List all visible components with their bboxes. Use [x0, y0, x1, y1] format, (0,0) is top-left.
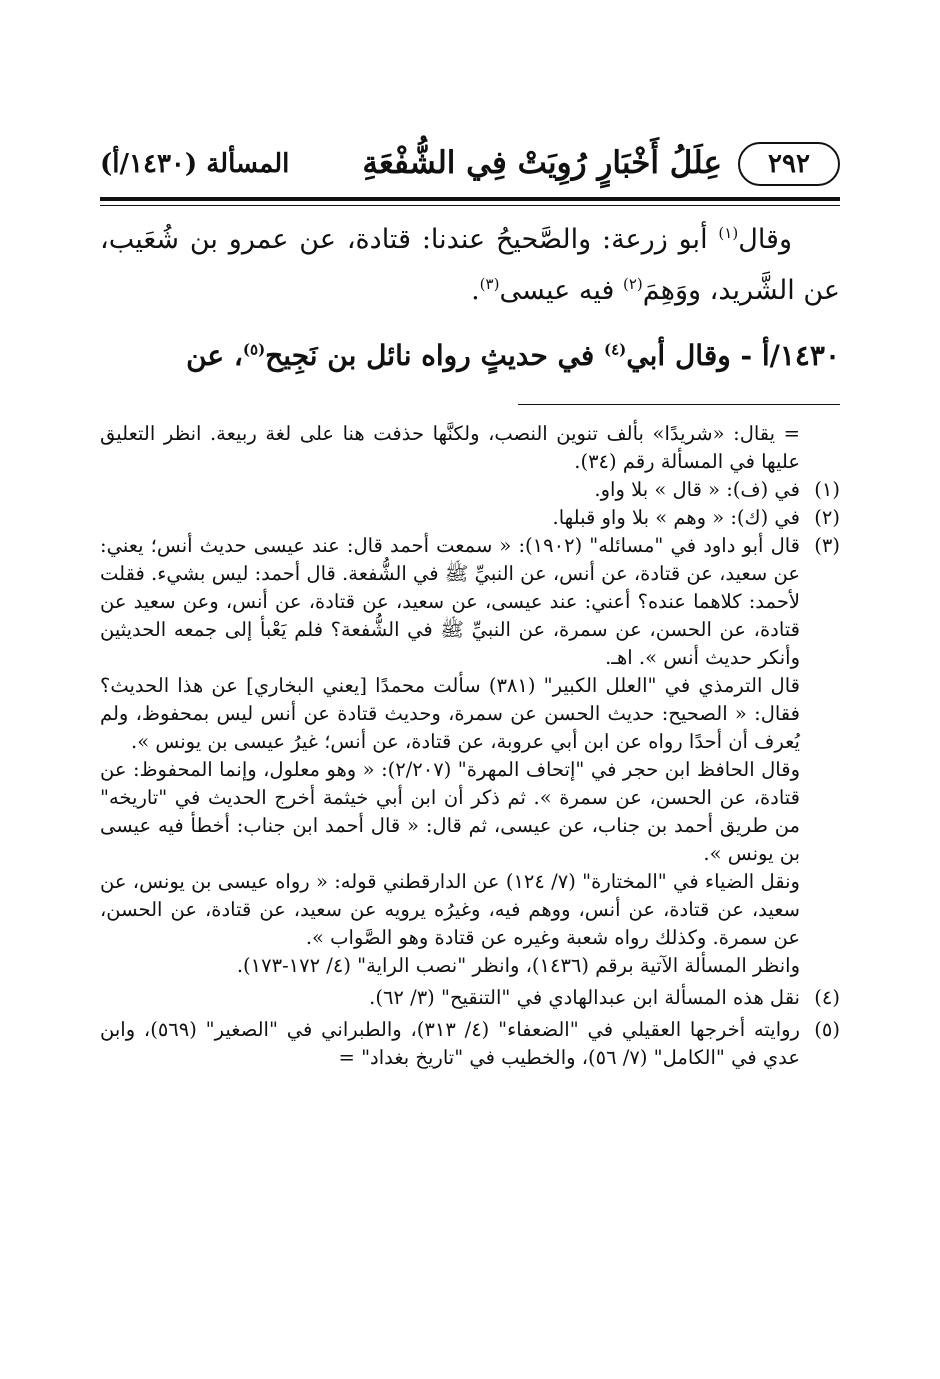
- issue-paragraph: [100, 330, 840, 381]
- text-run: .: [471, 275, 480, 306]
- running-title: عِلَلُ أَخْبَارٍ رُوِيَتْ فِي الشُّفْعَةِ: [362, 145, 722, 181]
- footnote-ref: (٢): [622, 275, 643, 293]
- footnote-ref: (٥): [242, 340, 266, 359]
- footnote-text: وقال الحافظ ابن حجر في "إتحاف المهرة" (٢/٢٠٧): « وهو معلول، وإنما المحفوظ: عن قتادة، عن الحسن، عن سمرة ». ثم ذكر أن ابن أبي خيثمة أخرج الحديث في "تاريخه" من طريق أحمد بن جناب، عن عيسى، ثم قال: « قال أحمد ابن جناب: أخطأ فيه عيسى بن يونس ».: [100, 758, 800, 865]
- footnote-text: وانظر المسألة الآتية برقم (١٤٣٦)، وانظر "نصب الراية" (٤/ ١٧٢-١٧٣).: [236, 954, 800, 977]
- footnote-number: (٥): [814, 1018, 840, 1041]
- text-run: فيه عيسى: [499, 275, 623, 306]
- text-run: في حديثٍ رواه نائل بن نَجِيح: [265, 339, 604, 372]
- footnote-1: [100, 476, 840, 504]
- footnote-number: (٢): [814, 506, 840, 529]
- footnote-separator: [518, 404, 840, 405]
- footnote-text: قال الترمذي في "العلل الكبير" (٣٨١) سألت محمدًا [يعني البخاري] عن هذا الحديث؟ فقال: « الصحيح: حديث الحسن عن سمرة، وحديث قتادة عن أنس ليس بمحفوظ، ولم يُعرف أن أحدًا رواه عن ابن أبي عروبة، عن قتادة، عن أنس؛ غيرُ عيسى بن يونس ».: [100, 674, 800, 753]
- header-rule-thin: [100, 205, 840, 206]
- footnote-text: في (ف): « قال » بلا واو.: [594, 478, 800, 501]
- text-run: ١٤٣٠/أ - وقال أبي: [626, 339, 840, 372]
- issue-label: المسألة (١٤٣٠/أ): [100, 149, 290, 179]
- footnote-text: في (ك): « وهم » بلا واو قبلها.: [552, 506, 800, 529]
- main-text: [100, 214, 840, 381]
- footnote-text: قال أبو داود في "مسائله" (١٩٠٢): « سمعت أحمد قال: عند عيسى حديث أنس؛ يعني: عن سعيد، عن قتادة، عن أنس، عن النبيِّ ﷺ في الشُّفعة. قال أحمد: ليس بشيء. فقلت لأحمد: كلاهما عنده؟ أعني: عند عيسى، عن سعيد، عن قتادة، عن أنس، وعن سعيد عن قتادة، عن الحسن، عن سمرة، عن النبيِّ ﷺ في الشُّفعة؟ فلم يَعْبأ إلى جمعه الحديثين وأنكر حديث أنس ». اهـ.: [100, 534, 800, 669]
- header-rule: [100, 197, 840, 201]
- footnote-number: (٤): [814, 986, 840, 1009]
- footnote-2: [100, 504, 840, 532]
- footnote-ref: (٤): [604, 340, 627, 359]
- footnote-ref: (١): [718, 224, 739, 242]
- footnote-3: [100, 532, 840, 980]
- footnote-ref: (٣): [479, 275, 500, 293]
- footnote-4: [100, 984, 840, 1012]
- page-header: [100, 140, 840, 190]
- text-run: ، عن: [186, 339, 243, 372]
- footnote-number: (٣): [814, 534, 840, 557]
- page-number: ٢٩٢: [738, 142, 840, 186]
- footnote-continuation: = يقال: «شريدًا» بألف تنوين النصب، ولكنَّها حذفت هنا على لغة ربيعة. انظر التعليق عليها في المسألة رقم (٣٤).: [100, 422, 800, 473]
- footnote-text: ونقل الضياء في "المختارة" (٧/ ١٢٤) عن الدارقطني قوله: « رواه عيسى بن يونس، عن سعيد، عن قتادة، عن أنس، ووهم فيه، وغيرُه يرويه عن سعيد، عن قتادة، عن الحسن، عن سمرة. وكذلك رواه شعبة وغيره عن قتادة وهو الصَّواب ».: [100, 870, 800, 949]
- footnote-text: نقل هذه المسألة ابن عبدالهادي في "التنقيح" (٣/ ٦٢).: [369, 986, 800, 1009]
- text-run: أبو زرعة: والصَّحيحُ عندنا: قتادة، عن عمرو بن شُعَيب، عن الشَّريد، ووَهِمَ: [100, 224, 840, 306]
- text-run: وقال: [738, 224, 792, 255]
- main-paragraph: [100, 214, 840, 316]
- footnote-number: (١): [814, 478, 840, 501]
- footnote-5: [100, 1016, 840, 1072]
- footnotes: [100, 420, 840, 1072]
- footnote-text: روايته أخرجها العقيلي في "الضعفاء" (٤/ ٣١٣)، والطبراني في "الصغير" (٥٦٩)، وابن عدي في "الكامل" (٧/ ٥٦)، والخطيب في "تاريخ بغداد" =: [100, 1018, 800, 1069]
